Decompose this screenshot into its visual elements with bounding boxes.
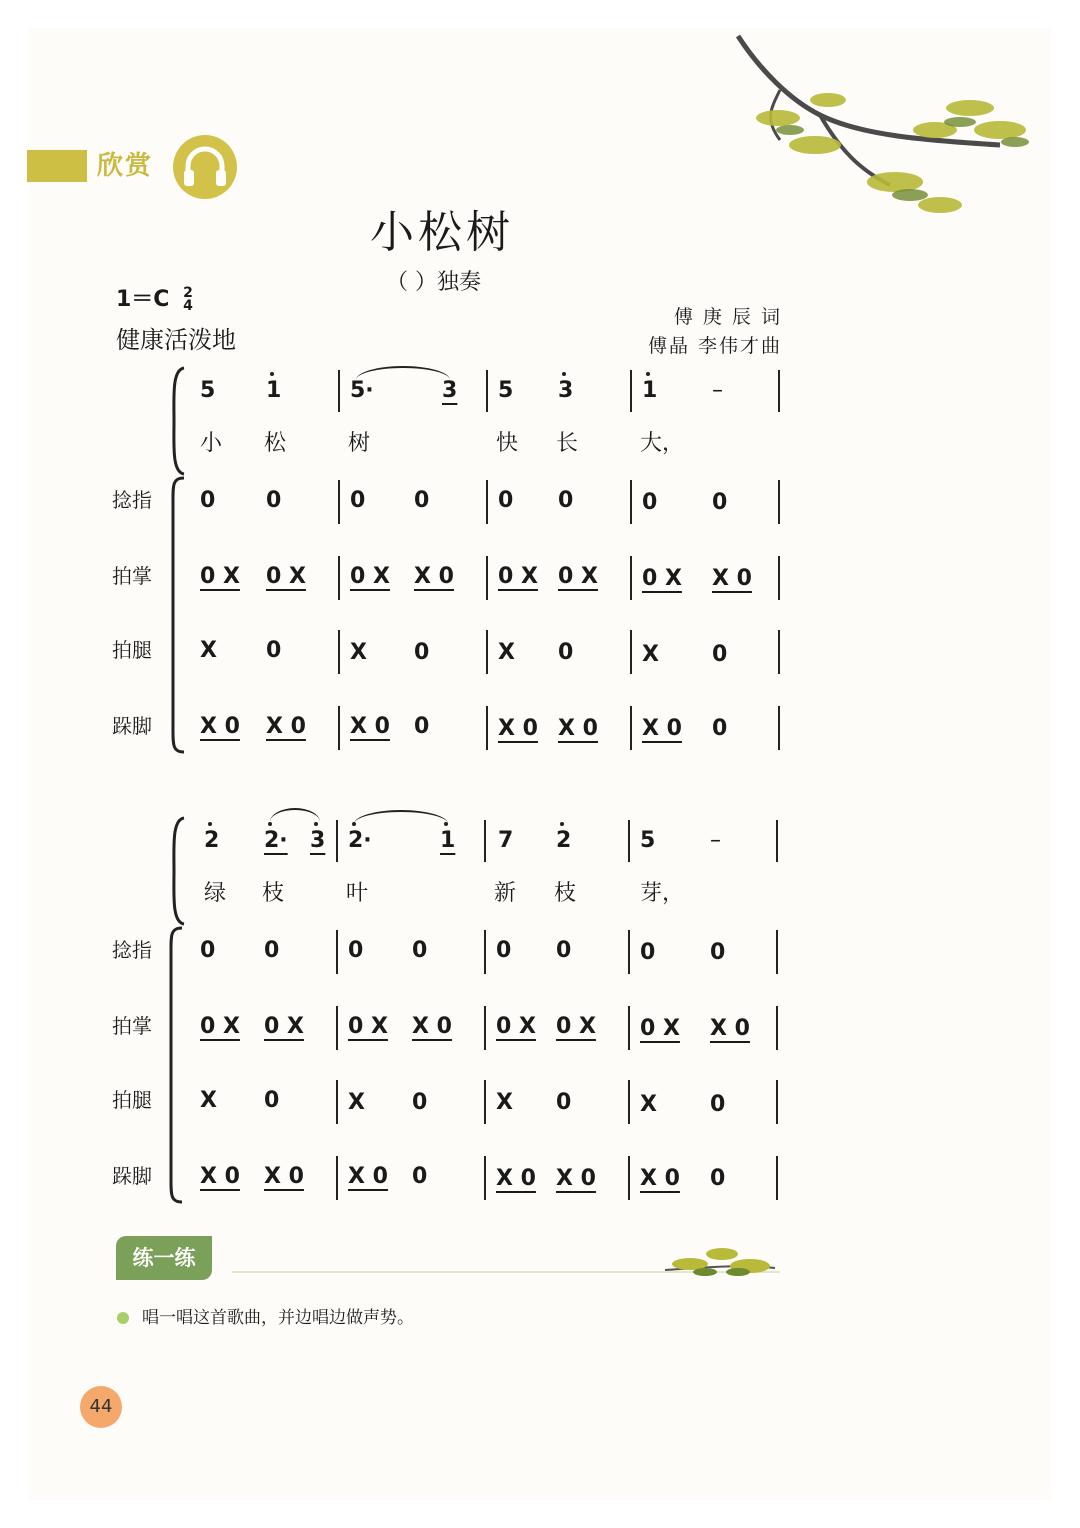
key-signature <box>116 282 193 313</box>
barline <box>778 370 780 412</box>
rhythm-note: X <box>642 642 659 667</box>
rhythm-note: 0 <box>414 488 430 513</box>
barline <box>778 556 780 600</box>
melody-dash: – <box>710 828 721 853</box>
lyric: 新 <box>494 881 517 906</box>
rhythm-note: 0 <box>712 490 728 515</box>
rhythm-note: 0 <box>556 1090 572 1115</box>
melody-brace <box>168 366 186 476</box>
rhythm-bracket <box>168 476 186 754</box>
rhythm-note: 0 X <box>264 1014 304 1039</box>
rhythm-note: X 0 <box>556 1166 596 1191</box>
rhythm-note: 0 <box>556 938 572 963</box>
high-octave-dot <box>562 372 566 376</box>
rhythm-note: X 0 <box>712 566 752 591</box>
barline <box>776 1080 778 1124</box>
song-subtitle: （ ）独奏 <box>386 270 481 295</box>
barline <box>486 556 488 600</box>
melody-dash: – <box>712 378 723 403</box>
time-top: 2 <box>183 285 193 301</box>
barline <box>338 480 340 524</box>
rhythm-bracket <box>166 926 184 1204</box>
rhythm-note: 0 <box>412 1164 428 1189</box>
melody-note: 1 <box>440 828 456 853</box>
lyric: 小 <box>200 431 223 456</box>
tempo-marking: 健康活泼地 <box>116 326 236 354</box>
barline <box>338 556 340 600</box>
lyric: 叶 <box>346 881 369 906</box>
rhythm-note: 0 <box>558 640 574 665</box>
barline <box>484 1080 486 1124</box>
row-label-snap: 捻指 <box>112 938 152 962</box>
barline <box>486 630 488 674</box>
barline <box>338 706 340 750</box>
row-label-stomp: 跺脚 <box>112 714 152 738</box>
rhythm-note: 0 <box>710 940 726 965</box>
rhythm-note: X 0 <box>264 1164 304 1189</box>
credits <box>640 303 782 361</box>
lyric: 快 <box>496 431 519 456</box>
rhythm-note: X 0 <box>640 1166 680 1191</box>
melody-note: 5 <box>498 378 514 403</box>
rhythm-note: 0 X <box>640 1016 680 1041</box>
rhythm-note: X 0 <box>412 1014 452 1039</box>
lyricist-credit: 傅 庚 辰 词 <box>673 306 782 328</box>
rhythm-note: 0 <box>640 940 656 965</box>
barline <box>776 930 778 974</box>
rhythm-note: 0 <box>350 488 366 513</box>
barline <box>630 556 632 600</box>
row-label-stomp: 跺脚 <box>112 1164 152 1188</box>
melody-note: 2 <box>556 828 572 853</box>
rhythm-note: X 0 <box>710 1016 750 1041</box>
lyric: 松 <box>264 431 287 456</box>
pine-sprig-illustration <box>660 1238 780 1284</box>
rhythm-note: 0 X <box>200 564 240 589</box>
melody-note: 3 <box>310 828 326 853</box>
barline <box>484 1006 486 1050</box>
barline <box>778 480 780 524</box>
rhythm-note: 0 <box>264 1088 280 1113</box>
rhythm-note: 0 <box>412 1090 428 1115</box>
barline <box>484 1156 486 1200</box>
rhythm-note: X <box>200 638 217 663</box>
melody-note: 1 <box>642 378 658 403</box>
pine-branch-illustration <box>720 30 1050 220</box>
barline <box>486 370 488 412</box>
time-bottom: 4 <box>183 298 193 314</box>
rhythm-note: 0 <box>200 488 216 513</box>
melody-note: 5· <box>350 378 374 403</box>
rhythm-note: 0 <box>264 938 280 963</box>
rhythm-note: X <box>200 1088 217 1113</box>
bullet-icon <box>117 1312 129 1324</box>
rhythm-note: X <box>640 1092 657 1117</box>
barline <box>776 1006 778 1050</box>
practice-badge: 练一练 <box>116 1236 212 1280</box>
lyric: 绿 <box>204 881 227 906</box>
rhythm-note: 0 X <box>350 564 390 589</box>
rhythm-note: 0 <box>412 938 428 963</box>
melody-note: 3 <box>558 378 574 403</box>
melody-brace <box>168 816 186 926</box>
headphones-icon <box>172 134 238 200</box>
rhythm-note: X 0 <box>414 564 454 589</box>
key-text: 1＝C <box>116 287 170 312</box>
rhythm-note: 0 <box>558 488 574 513</box>
section-label: 欣赏 <box>97 151 154 181</box>
rhythm-note: X 0 <box>558 716 598 741</box>
rhythm-note: 0 <box>710 1166 726 1191</box>
rhythm-note: X 0 <box>200 714 240 739</box>
rhythm-note: 0 X <box>348 1014 388 1039</box>
rhythm-note: 0 X <box>200 1014 240 1039</box>
melody-note: 3 <box>442 378 458 403</box>
high-octave-dot <box>270 372 274 376</box>
barline <box>338 630 340 674</box>
rhythm-note: X 0 <box>498 716 538 741</box>
barline <box>486 706 488 750</box>
rhythm-note: 0 <box>712 716 728 741</box>
barline <box>776 820 778 862</box>
practice-instruction: 唱一唱这首歌曲，并边唱边做声势。 <box>142 1308 414 1328</box>
rhythm-note: X 0 <box>266 714 306 739</box>
barline <box>336 930 338 974</box>
rhythm-note: 0 <box>266 488 282 513</box>
rhythm-note: X 0 <box>350 714 390 739</box>
high-octave-dot <box>268 822 272 826</box>
barline <box>336 1006 338 1050</box>
high-octave-dot <box>646 372 650 376</box>
rhythm-note: 0 <box>414 714 430 739</box>
lyric: 大， <box>640 431 685 456</box>
rhythm-note: 0 <box>496 938 512 963</box>
rhythm-note: 0 <box>266 638 282 663</box>
barline <box>336 1156 338 1200</box>
rhythm-note: X <box>498 640 515 665</box>
lyric: 芽， <box>640 881 685 906</box>
section-marker-bar <box>27 150 87 182</box>
barline <box>484 820 486 862</box>
rhythm-note: 0 X <box>498 564 538 589</box>
row-label-thigh: 拍腿 <box>112 638 152 662</box>
high-octave-dot <box>314 822 318 826</box>
row-label-clap: 拍掌 <box>112 1014 152 1038</box>
barline <box>628 1080 630 1124</box>
barline <box>630 370 632 412</box>
rhythm-note: X 0 <box>348 1164 388 1189</box>
barline <box>628 930 630 974</box>
rhythm-note: X 0 <box>200 1164 240 1189</box>
lyric: 长 <box>556 431 579 456</box>
melody-note: 2· <box>348 828 372 853</box>
lyric: 枝 <box>554 881 577 906</box>
high-octave-dot <box>208 822 212 826</box>
rhythm-note: 0 <box>200 938 216 963</box>
lyric: 树 <box>348 431 371 456</box>
melody-note: 5 <box>640 828 656 853</box>
barline <box>628 1156 630 1200</box>
song-title: 小松树 <box>370 207 514 258</box>
rhythm-note: 0 X <box>558 564 598 589</box>
barline <box>630 480 632 524</box>
time-signature <box>183 287 193 313</box>
melody-note: 2 <box>204 828 220 853</box>
barline <box>630 630 632 674</box>
rhythm-note: 0 <box>712 642 728 667</box>
rhythm-note: X <box>348 1090 365 1115</box>
row-label-clap: 拍掌 <box>112 564 152 588</box>
barline <box>484 930 486 974</box>
row-label-snap: 捻指 <box>112 488 152 512</box>
rhythm-note: 0 <box>710 1092 726 1117</box>
barline <box>778 630 780 674</box>
barline <box>338 370 340 412</box>
rhythm-note: X 0 <box>642 716 682 741</box>
barline <box>336 1080 338 1124</box>
rhythm-note: 0 X <box>496 1014 536 1039</box>
rhythm-note: X 0 <box>496 1166 536 1191</box>
rhythm-note: 0 X <box>266 564 306 589</box>
row-label-thigh: 拍腿 <box>112 1088 152 1112</box>
melody-note: 5 <box>200 378 216 403</box>
rhythm-note: 0 <box>642 490 658 515</box>
rhythm-note: 0 <box>348 938 364 963</box>
barline <box>776 1156 778 1200</box>
barline <box>778 706 780 750</box>
rhythm-note: 0 <box>414 640 430 665</box>
melody-note: 7 <box>498 828 514 853</box>
page-number: 44 <box>80 1386 122 1428</box>
rhythm-note: X <box>350 640 367 665</box>
barline <box>336 820 338 862</box>
rhythm-note: 0 X <box>642 566 682 591</box>
rhythm-note: 0 X <box>556 1014 596 1039</box>
barline <box>630 706 632 750</box>
high-octave-dot <box>560 822 564 826</box>
melody-note: 2· <box>264 828 288 853</box>
melody-note: 1 <box>266 378 282 403</box>
barline <box>486 480 488 524</box>
lyric: 枝 <box>262 881 285 906</box>
composer-credit: 傅晶 李伟才曲 <box>647 335 782 357</box>
rhythm-note: X <box>496 1090 513 1115</box>
rhythm-note: 0 <box>498 488 514 513</box>
barline <box>628 1006 630 1050</box>
barline <box>628 820 630 862</box>
